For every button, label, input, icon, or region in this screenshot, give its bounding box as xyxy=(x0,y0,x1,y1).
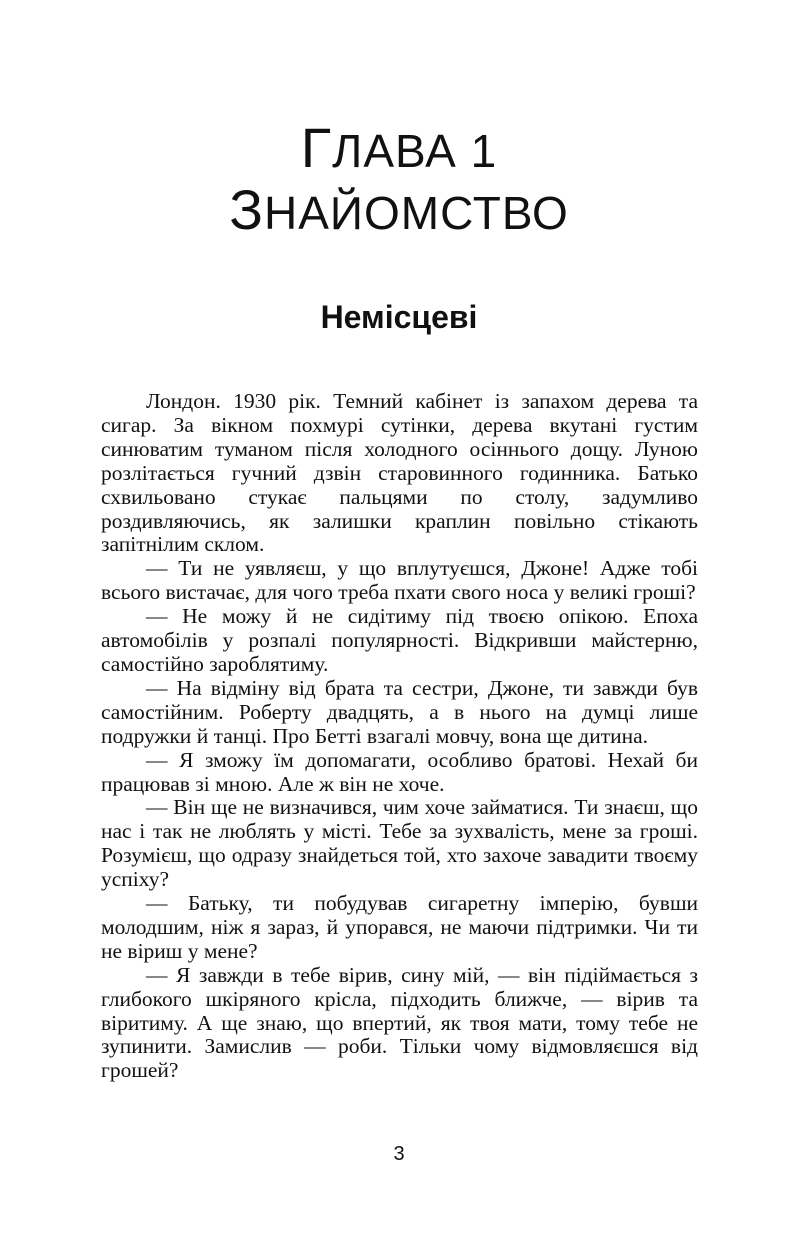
body-text xyxy=(101,390,698,1083)
paragraph: — Батьку, ти побудував сигаретну імперію, бувши молодшим, ніж я зараз, й упорався, не маючи підтримки. Чи ти не віриш у мене? xyxy=(101,891,698,963)
section-title: Немісцеві xyxy=(320,299,478,335)
paragraph: Лондон. 1930 рік. Темний кабінет із запахом дерева та сигар. За вікном похмурі сутінки, дерева вкутані густим синюватим туманом після холодного осіннього дощу. Луною розлітається гучний дзвін старовинного годинника. Батько схвильовано стукає пальцями по столу, задумливо роздивляючись, як залишки краплин повільно стікають запітнілим склом. xyxy=(101,389,698,557)
paragraph: — Я завжди в тебе вірив, сину мій, — він підіймається з глибокого шкіряного крісла, підходить ближче, — вірив та віритиму. А ще знаю, що впертий, як твоя мати, тому тебе не зупинити. Замислив — роби. Тільки чому відмовляєшся від грошей? xyxy=(101,962,698,1083)
chapter-title: ЗНАЙОМСТВО xyxy=(229,178,569,241)
paragraph: — На відміну від брата та сестри, Джоне, ти завжди був самостійним. Роберту двадцять, а в нього на думці лише подружки й танці. Про Бетті взагалі мовчу, вона ще дитина. xyxy=(101,675,698,748)
page-number: 3 xyxy=(393,1143,405,1165)
paragraph: — Ти не уявляєш, у що вплутуєшся, Джоне! Адже тобі всього вистачає, для чого треба пхати свого носа у великі гроші? xyxy=(101,556,698,605)
paragraph: — Він ще не визначився, чим хоче займатися. Ти знаєш, що нас і так не люблять у місті. Тебе за зухвалість, мене за гроші. Розумієш, що одразу знайдеться той, хто захоче завадити твоєму успіху? xyxy=(101,795,698,892)
paragraph: — Я зможу їм допомагати, особливо братові. Нехай би працював зі мною. Але ж він не хоче. xyxy=(101,747,698,796)
paragraph: — Не можу й не сидітиму під твоєю опікою. Епоха автомобілів у розпалі популярності. Відкривши майстерню, самостійно зароблятиму. xyxy=(101,604,698,676)
chapter-number: ГЛАВА 1 xyxy=(300,116,498,179)
